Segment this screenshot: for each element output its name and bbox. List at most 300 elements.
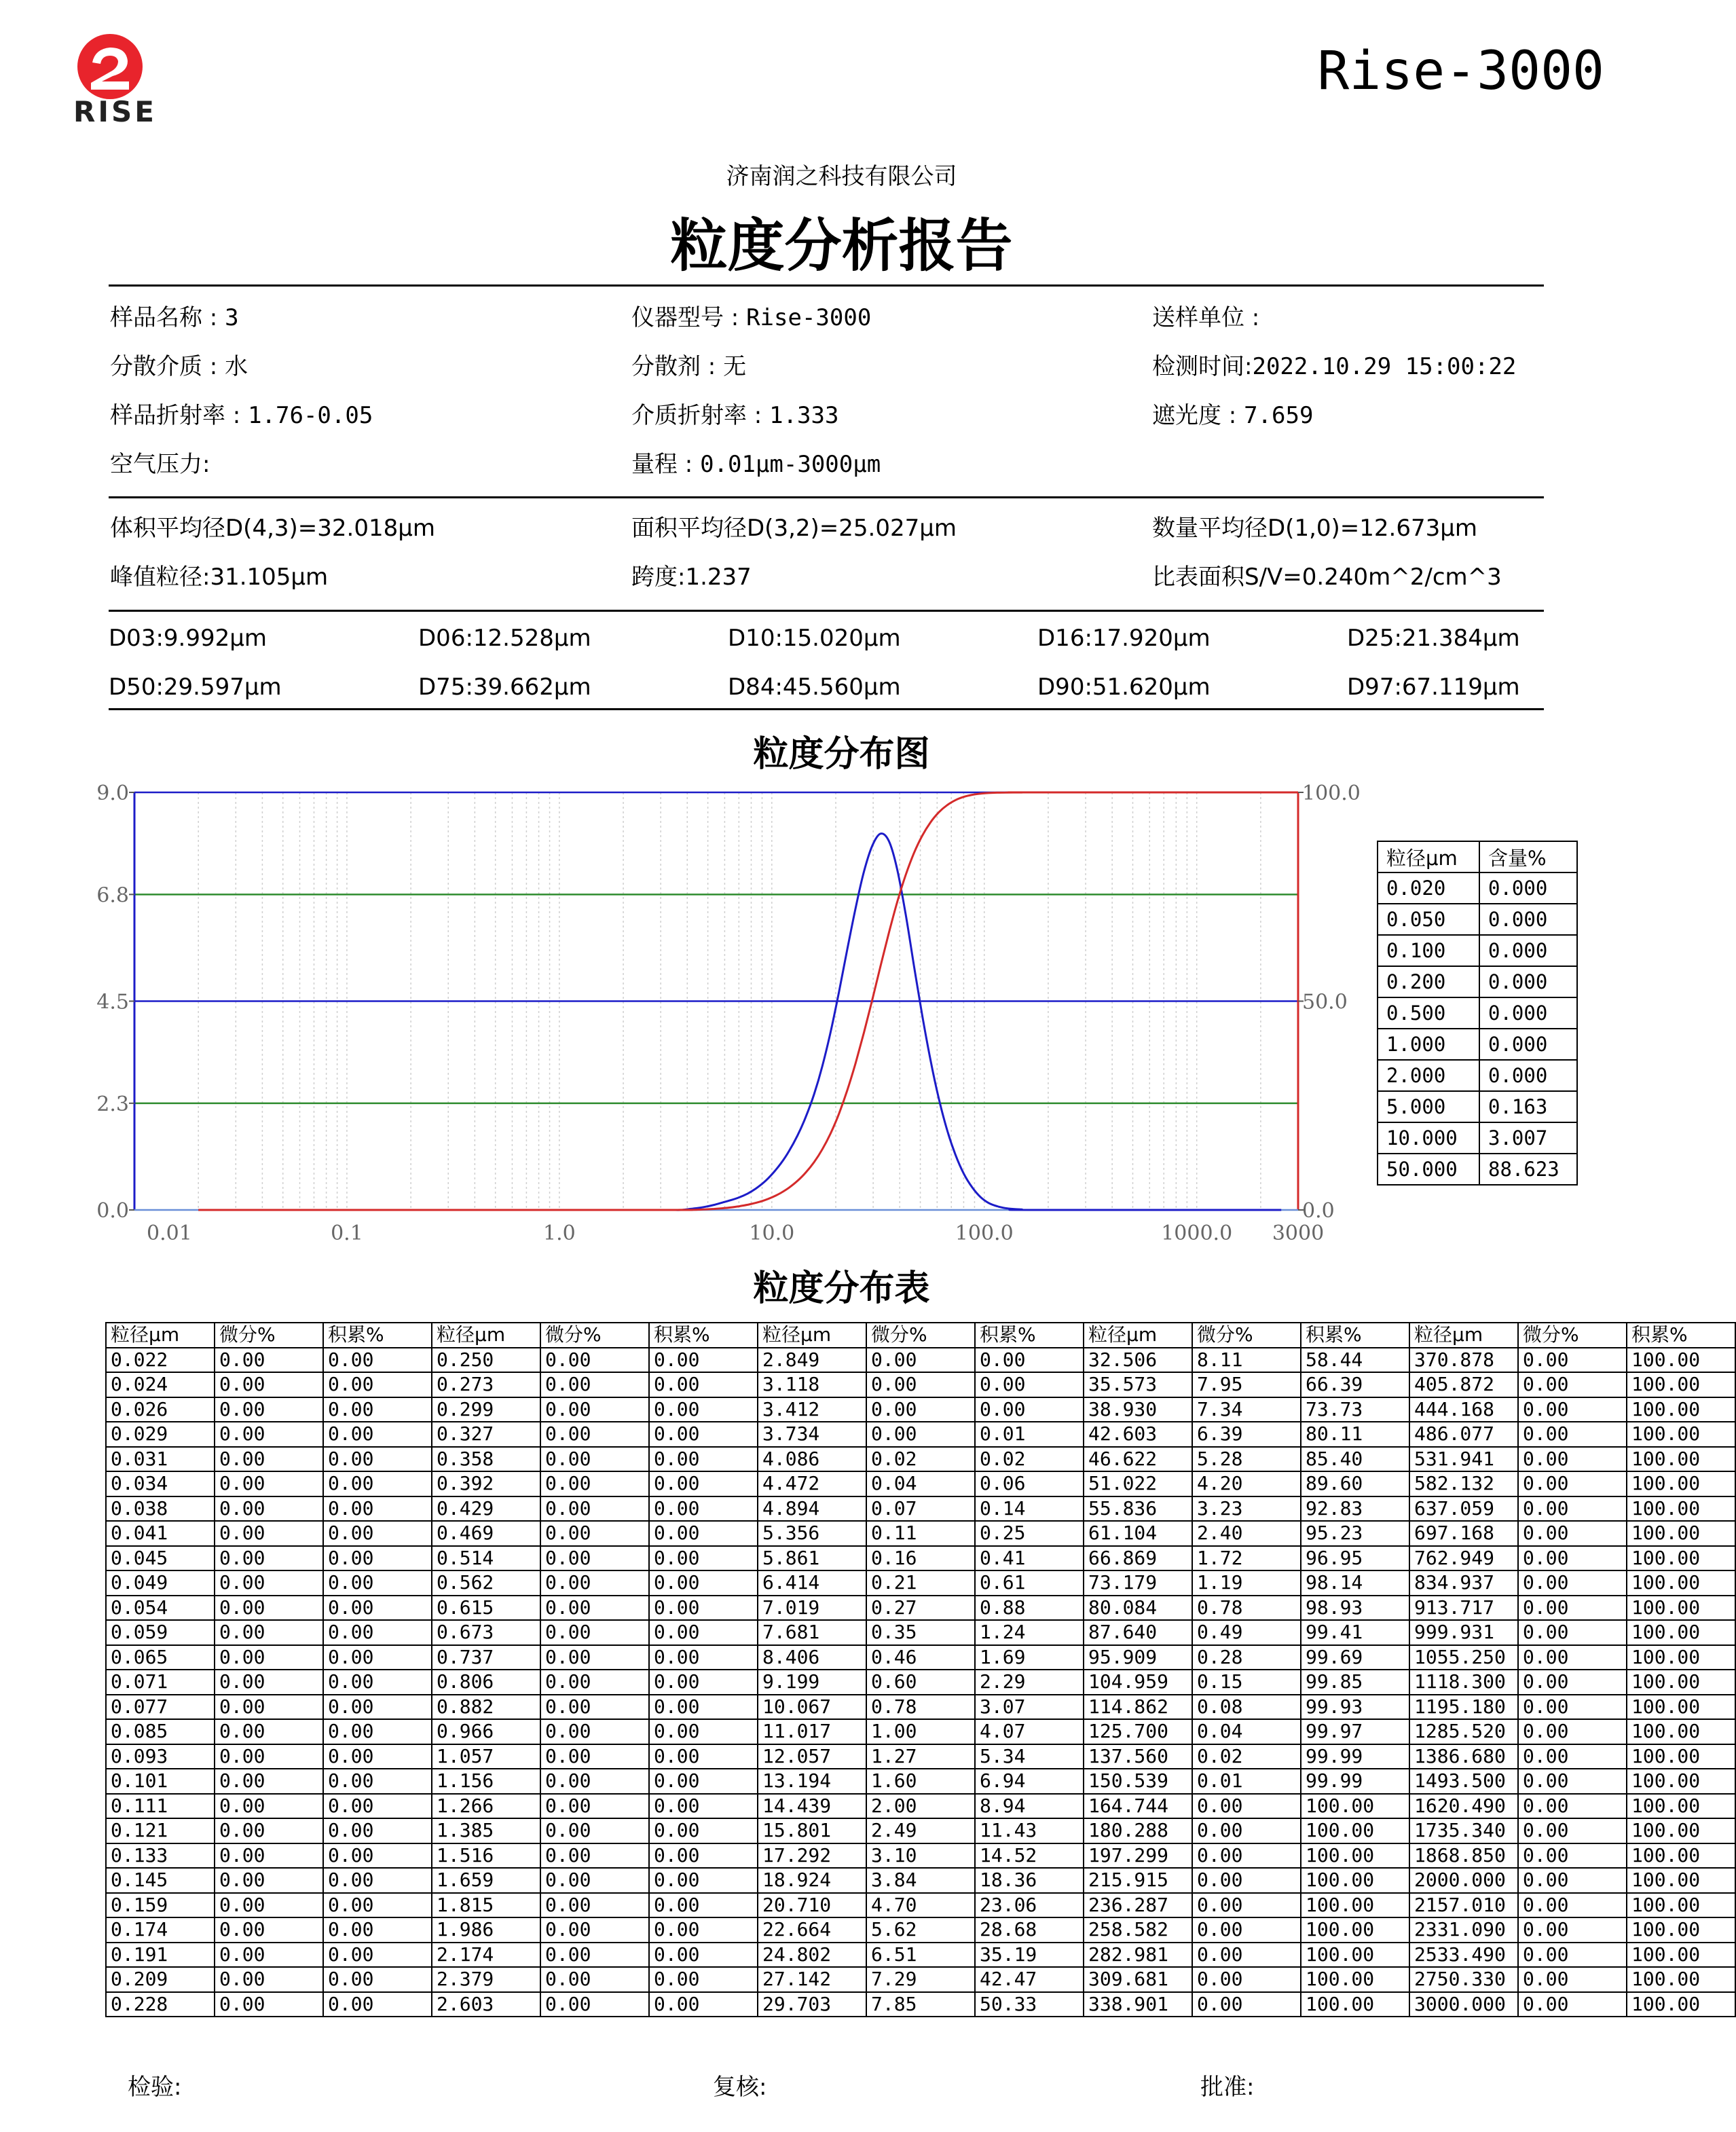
x-tick-label: 3000 xyxy=(1272,1221,1325,1245)
table-title: 粒度分布表 xyxy=(753,1268,930,1309)
table-cell: 0.35 xyxy=(866,1620,975,1645)
table-cell: 0.00 xyxy=(215,1695,323,1720)
table-cell: 0.00 xyxy=(649,1422,758,1447)
table-cell: 3.84 xyxy=(866,1868,975,1893)
table-cell: 100.00 xyxy=(1627,1546,1735,1571)
table-row xyxy=(1378,1091,1577,1122)
table-cell: 0.78 xyxy=(866,1695,975,1720)
table-cell: 3.118 xyxy=(758,1372,866,1397)
table-row xyxy=(106,1620,1735,1645)
table-cell: 5.34 xyxy=(975,1744,1084,1769)
table-cell: 0.00 xyxy=(649,1695,758,1720)
table-cell: 0.00 xyxy=(215,1422,323,1447)
table-cell: 0.00 xyxy=(540,1447,649,1472)
table-cell: 3.07 xyxy=(975,1695,1084,1720)
table-cell: 95.909 xyxy=(1084,1645,1192,1670)
table-cell: 4.20 xyxy=(1192,1471,1301,1496)
table-cell: 0.00 xyxy=(540,1769,649,1794)
table-cell: 4.086 xyxy=(758,1447,866,1472)
table-cell: 0.00 xyxy=(323,1992,432,2017)
obscuration-field: 遮光度 : 7.659 xyxy=(1152,402,1314,429)
table-cell: 35.573 xyxy=(1084,1372,1192,1397)
table-cell: 0.00 xyxy=(866,1348,975,1373)
table-cell: 28.68 xyxy=(975,1917,1084,1943)
table-cell: 32.506 xyxy=(1084,1348,1192,1373)
table-cell: 0.00 xyxy=(540,1372,649,1397)
table-cell: 0.00 xyxy=(1192,1818,1301,1843)
table-cell: 100.00 xyxy=(1627,1769,1735,1794)
table-row xyxy=(106,1917,1735,1943)
table-cell: 0.514 xyxy=(432,1546,540,1571)
table-cell: 0.00 xyxy=(540,1596,649,1621)
table-cell: 0.00 xyxy=(540,1471,649,1496)
table-cell: 0.00 xyxy=(323,1546,432,1571)
table-cell: 0.00 xyxy=(215,1917,323,1943)
table-cell: 0.00 xyxy=(323,1917,432,1943)
table-cell: 0.054 xyxy=(106,1596,215,1621)
table-cell: 0.163 xyxy=(1479,1091,1577,1122)
table-cell: 0.00 xyxy=(540,1794,649,1819)
table-cell: 100.00 xyxy=(1627,1348,1735,1373)
company-name: 济南润之科技有限公司 xyxy=(726,163,957,190)
divider xyxy=(109,708,1544,710)
column-header: 粒径μm xyxy=(1409,1323,1518,1348)
table-cell: 2.379 xyxy=(432,1967,540,1992)
column-header: 积累% xyxy=(323,1323,432,1348)
table-cell: 2331.090 xyxy=(1409,1917,1518,1943)
table-cell: 0.00 xyxy=(649,1348,758,1373)
table-cell: 0.01 xyxy=(975,1422,1084,1447)
area-mean-diameter: 面积平均径D(3,2)=25.027μm xyxy=(631,515,957,542)
instrument-field: 仪器型号 : Rise-3000 xyxy=(631,304,872,331)
table-cell: 0.191 xyxy=(106,1943,215,1968)
table-cell: 0.00 xyxy=(215,1843,323,1869)
table-cell: 0.08 xyxy=(1192,1695,1301,1720)
table-cell: 0.159 xyxy=(106,1893,215,1918)
table-cell: 1.266 xyxy=(432,1794,540,1819)
table-cell: 2.849 xyxy=(758,1348,866,1373)
table-row xyxy=(106,1645,1735,1670)
table-cell: 1.60 xyxy=(866,1769,975,1794)
table-cell: 0.000 xyxy=(1479,1060,1577,1091)
table-cell: 0.145 xyxy=(106,1868,215,1893)
table-cell: 0.00 xyxy=(649,1645,758,1670)
table-cell: 95.23 xyxy=(1301,1521,1409,1546)
table-cell: 4.472 xyxy=(758,1471,866,1496)
table-cell: 0.00 xyxy=(540,1496,649,1522)
table-header-row xyxy=(1378,841,1577,872)
table-row xyxy=(106,1943,1735,1968)
table-cell: 100.00 xyxy=(1627,1645,1735,1670)
table-cell: 3.412 xyxy=(758,1397,866,1422)
table-cell: 0.392 xyxy=(432,1471,540,1496)
table-cell: 100.00 xyxy=(1627,1372,1735,1397)
table-cell: 0.00 xyxy=(540,1546,649,1571)
table-cell: 0.00 xyxy=(540,1620,649,1645)
table-cell: 0.020 xyxy=(1378,872,1479,904)
table-cell: 0.00 xyxy=(540,1348,649,1373)
y-left-tick-label: 2.3 xyxy=(96,1092,129,1116)
table-cell: 0.11 xyxy=(866,1521,975,1546)
table-row xyxy=(106,1967,1735,1992)
table-cell: 100.00 xyxy=(1627,1794,1735,1819)
table-cell: 0.200 xyxy=(1378,966,1479,997)
table-cell: 7.85 xyxy=(866,1992,975,2017)
table-cell: 99.93 xyxy=(1301,1695,1409,1720)
table-cell: 100.00 xyxy=(1301,1992,1409,2017)
table-cell: 0.077 xyxy=(106,1695,215,1720)
table-cell: 100.00 xyxy=(1627,1596,1735,1621)
table-cell: 100.00 xyxy=(1301,1843,1409,1869)
table-cell: 0.00 xyxy=(323,1769,432,1794)
table-cell: 486.077 xyxy=(1409,1422,1518,1447)
table-cell: 1.057 xyxy=(432,1744,540,1769)
table-cell: 99.85 xyxy=(1301,1670,1409,1695)
table-cell: 0.00 xyxy=(215,1596,323,1621)
table-cell: 98.14 xyxy=(1301,1570,1409,1596)
volume-mean-diameter: 体积平均径D(4,3)=32.018μm xyxy=(110,515,435,542)
table-cell: 38.930 xyxy=(1084,1397,1192,1422)
x-tick-label: 1000.0 xyxy=(1161,1221,1233,1245)
table-cell: 99.69 xyxy=(1301,1645,1409,1670)
table-cell: 80.084 xyxy=(1084,1596,1192,1621)
table-cell: 0.00 xyxy=(540,1695,649,1720)
table-cell: 0.00 xyxy=(1518,1868,1627,1893)
table-cell: 5.28 xyxy=(1192,1447,1301,1472)
number-mean-diameter: 数量平均径D(1,0)=12.673μm xyxy=(1152,515,1477,542)
table-cell: 3000.000 xyxy=(1409,1992,1518,2017)
table-cell: 23.06 xyxy=(975,1893,1084,1918)
table-cell: 0.00 xyxy=(1518,1372,1627,1397)
table-cell: 10.000 xyxy=(1378,1122,1479,1154)
table-cell: 0.00 xyxy=(323,1719,432,1744)
table-cell: 51.022 xyxy=(1084,1471,1192,1496)
table-cell: 0.00 xyxy=(323,1744,432,1769)
table-cell: 0.21 xyxy=(866,1570,975,1596)
table-cell: 0.00 xyxy=(1518,1471,1627,1496)
table-cell: 0.00 xyxy=(649,1471,758,1496)
table-cell: 0.000 xyxy=(1479,966,1577,997)
table-cell: 8.94 xyxy=(975,1794,1084,1819)
table-cell: 100.00 xyxy=(1627,1695,1735,1720)
distribution-table xyxy=(105,1322,1736,2017)
table-cell: 0.00 xyxy=(1518,1570,1627,1596)
table-cell: 100.00 xyxy=(1627,1471,1735,1496)
table-cell: 0.00 xyxy=(540,1943,649,1968)
table-cell: 0.00 xyxy=(1518,1670,1627,1695)
table-row xyxy=(106,1818,1735,1843)
table-cell: 0.00 xyxy=(323,1818,432,1843)
table-cell: 197.299 xyxy=(1084,1843,1192,1869)
divider xyxy=(109,284,1544,287)
table-cell: 0.00 xyxy=(975,1348,1084,1373)
table-cell: 24.802 xyxy=(758,1943,866,1968)
table-cell: 0.00 xyxy=(323,1843,432,1869)
table-cell: 0.00 xyxy=(1192,1843,1301,1869)
y-left-tick-label: 9.0 xyxy=(96,782,129,805)
table-cell: 2.00 xyxy=(866,1794,975,1819)
report-title: 粒度分析报告 xyxy=(670,213,1013,279)
table-cell: 215.915 xyxy=(1084,1868,1192,1893)
table-cell: 42.603 xyxy=(1084,1422,1192,1447)
specific-surface-area: 比表面积S/V=0.240m^2/cm^3 xyxy=(1152,564,1502,591)
table-cell: 1.659 xyxy=(432,1868,540,1893)
table-cell: 0.250 xyxy=(432,1348,540,1373)
table-cell: 2157.010 xyxy=(1409,1893,1518,1918)
key-sizes-table xyxy=(1377,841,1578,1186)
table-cell: 0.02 xyxy=(1192,1744,1301,1769)
table-header-row xyxy=(106,1323,1735,1348)
table-cell: 0.050 xyxy=(1378,904,1479,935)
table-cell: 3.007 xyxy=(1479,1122,1577,1154)
table-cell: 0.00 xyxy=(649,1843,758,1869)
table-cell: 2750.330 xyxy=(1409,1967,1518,1992)
table-cell: 0.737 xyxy=(432,1645,540,1670)
table-cell: 85.40 xyxy=(1301,1447,1409,1472)
table-cell: 0.00 xyxy=(540,1570,649,1596)
table-cell: 0.029 xyxy=(106,1422,215,1447)
table-cell: 100.00 xyxy=(1627,1967,1735,1992)
table-cell: 0.00 xyxy=(323,1496,432,1522)
table-row xyxy=(106,1695,1735,1720)
table-cell: 913.717 xyxy=(1409,1596,1518,1621)
table-cell: 27.142 xyxy=(758,1967,866,1992)
table-cell: 100.00 xyxy=(1627,1447,1735,1472)
table-cell: 1868.850 xyxy=(1409,1843,1518,1869)
table-cell: 2.49 xyxy=(866,1818,975,1843)
table-cell: 0.00 xyxy=(1518,1967,1627,1992)
table-row xyxy=(1378,935,1577,966)
table-cell: 0.04 xyxy=(866,1471,975,1496)
table-cell: 80.11 xyxy=(1301,1422,1409,1447)
chart-title: 粒度分布图 xyxy=(753,734,930,775)
table-cell: 0.00 xyxy=(1518,1695,1627,1720)
table-cell: 0.00 xyxy=(649,1719,758,1744)
table-cell: 0.000 xyxy=(1479,935,1577,966)
table-cell: 0.00 xyxy=(649,1570,758,1596)
table-row xyxy=(1378,1060,1577,1091)
table-cell: 100.00 xyxy=(1627,1744,1735,1769)
table-cell: 0.429 xyxy=(432,1496,540,1522)
table-cell: 7.019 xyxy=(758,1596,866,1621)
table-cell: 0.00 xyxy=(323,1521,432,1546)
table-cell: 0.00 xyxy=(1192,1917,1301,1943)
column-header: 粒径μm xyxy=(432,1323,540,1348)
column-header: 积累% xyxy=(1301,1323,1409,1348)
table-cell: 0.133 xyxy=(106,1843,215,1869)
column-header: 微分% xyxy=(215,1323,323,1348)
table-cell: 0.00 xyxy=(323,1893,432,1918)
table-cell: 150.539 xyxy=(1084,1769,1192,1794)
column-header: 积累% xyxy=(1627,1323,1735,1348)
table-cell: 9.199 xyxy=(758,1670,866,1695)
table-cell: 6.51 xyxy=(866,1943,975,1968)
table-cell: 0.00 xyxy=(1518,1521,1627,1546)
table-cell: 0.00 xyxy=(540,1521,649,1546)
table-cell: 164.744 xyxy=(1084,1794,1192,1819)
table-cell: 11.017 xyxy=(758,1719,866,1744)
table-cell: 0.00 xyxy=(649,1943,758,1968)
table-row xyxy=(106,1496,1735,1522)
table-cell: 100.00 xyxy=(1627,1943,1735,1968)
test-time-field: 检测时间:2022.10.29 15:00:22 xyxy=(1152,353,1517,380)
table-cell: 6.414 xyxy=(758,1570,866,1596)
table-cell: 0.00 xyxy=(215,1496,323,1522)
table-cell: 1118.300 xyxy=(1409,1670,1518,1695)
column-header: 粒径μm xyxy=(758,1323,866,1348)
table-cell: 0.00 xyxy=(323,1670,432,1695)
table-cell: 0.031 xyxy=(106,1447,215,1472)
table-cell: 0.00 xyxy=(866,1397,975,1422)
y-right-tick-label: 50.0 xyxy=(1302,990,1348,1014)
table-cell: 0.00 xyxy=(215,1471,323,1496)
table-row xyxy=(106,1521,1735,1546)
table-cell: 0.46 xyxy=(866,1645,975,1670)
percentile-d50: D50:29.597μm xyxy=(109,674,282,701)
percentile-d06: D06:12.528μm xyxy=(418,625,591,652)
table-cell: 98.93 xyxy=(1301,1596,1409,1621)
table-cell: 0.00 xyxy=(1518,1620,1627,1645)
table-cell: 0.00 xyxy=(323,1447,432,1472)
table-cell: 114.862 xyxy=(1084,1695,1192,1720)
table-cell: 1055.250 xyxy=(1409,1645,1518,1670)
table-row xyxy=(106,1893,1735,1918)
table-cell: 2000.000 xyxy=(1409,1868,1518,1893)
table-cell: 18.924 xyxy=(758,1868,866,1893)
table-cell: 17.292 xyxy=(758,1843,866,1869)
table-cell: 0.00 xyxy=(1518,1943,1627,1968)
table-cell: 444.168 xyxy=(1409,1397,1518,1422)
table-cell: 0.00 xyxy=(215,1794,323,1819)
table-cell: 0.27 xyxy=(866,1596,975,1621)
inspector-signature-label: 检验: xyxy=(128,2074,182,2101)
table-row xyxy=(106,1447,1735,1472)
table-cell: 0.00 xyxy=(215,1570,323,1596)
column-header: 微分% xyxy=(1192,1323,1301,1348)
table-cell: 0.00 xyxy=(323,1794,432,1819)
table-cell: 0.00 xyxy=(540,1843,649,1869)
column-header: 粒径μm xyxy=(1084,1323,1192,1348)
table-cell: 2.603 xyxy=(432,1992,540,2017)
table-cell: 0.085 xyxy=(106,1719,215,1744)
table-cell: 1735.340 xyxy=(1409,1818,1518,1843)
table-cell: 1.986 xyxy=(432,1917,540,1943)
table-cell: 89.60 xyxy=(1301,1471,1409,1496)
table-cell: 0.00 xyxy=(540,1992,649,2017)
table-cell: 0.121 xyxy=(106,1818,215,1843)
table-cell: 0.00 xyxy=(215,1620,323,1645)
table-cell: 0.00 xyxy=(540,1917,649,1943)
table-cell: 0.00 xyxy=(323,1348,432,1373)
table-cell: 0.00 xyxy=(649,1521,758,1546)
table-cell: 0.04 xyxy=(1192,1719,1301,1744)
table-cell: 2.174 xyxy=(432,1943,540,1968)
table-cell: 0.00 xyxy=(540,1818,649,1843)
table-cell: 100.00 xyxy=(1627,1992,1735,2017)
table-cell: 0.00 xyxy=(215,1967,323,1992)
table-cell: 99.41 xyxy=(1301,1620,1409,1645)
table-cell: 29.703 xyxy=(758,1992,866,2017)
table-cell: 0.00 xyxy=(540,1893,649,1918)
table-cell: 100.00 xyxy=(1627,1893,1735,1918)
table-cell: 0.024 xyxy=(106,1372,215,1397)
table-cell: 14.52 xyxy=(975,1843,1084,1869)
table-cell: 0.111 xyxy=(106,1794,215,1819)
table-cell: 100.00 xyxy=(1301,1794,1409,1819)
model-title: Rise-3000 xyxy=(1317,41,1604,102)
table-cell: 0.00 xyxy=(649,1546,758,1571)
table-cell: 0.00 xyxy=(215,1447,323,1472)
table-cell: 0.562 xyxy=(432,1570,540,1596)
span-value: 跨度:1.237 xyxy=(631,564,752,591)
table-cell: 0.00 xyxy=(323,1620,432,1645)
table-cell: 18.36 xyxy=(975,1868,1084,1893)
table-cell: 87.640 xyxy=(1084,1620,1192,1645)
table-cell: 8.11 xyxy=(1192,1348,1301,1373)
table-cell: 0.022 xyxy=(106,1348,215,1373)
table-cell: 0.00 xyxy=(1518,1719,1627,1744)
table-cell: 1386.680 xyxy=(1409,1744,1518,1769)
table-cell: 0.00 xyxy=(323,1645,432,1670)
table-cell: 0.209 xyxy=(106,1967,215,1992)
table-cell: 0.00 xyxy=(649,1868,758,1893)
table-cell: 0.00 xyxy=(649,1397,758,1422)
table-cell: 1.000 xyxy=(1378,1029,1479,1060)
table-cell: 1.00 xyxy=(866,1719,975,1744)
table-cell: 0.00 xyxy=(649,1496,758,1522)
table-cell: 0.00 xyxy=(1518,1348,1627,1373)
table-cell: 125.700 xyxy=(1084,1719,1192,1744)
table-cell: 4.07 xyxy=(975,1719,1084,1744)
table-cell: 0.00 xyxy=(1518,1645,1627,1670)
differential-line xyxy=(198,834,1281,1210)
y-right-tick-label: 0.0 xyxy=(1302,1199,1335,1223)
table-cell: 1.19 xyxy=(1192,1570,1301,1596)
table-cell: 637.059 xyxy=(1409,1496,1518,1522)
table-cell: 0.00 xyxy=(215,1769,323,1794)
table-cell: 0.00 xyxy=(649,1596,758,1621)
table-cell: 1620.490 xyxy=(1409,1794,1518,1819)
table-cell: 834.937 xyxy=(1409,1570,1518,1596)
table-cell: 0.00 xyxy=(215,1372,323,1397)
percentile-d10: D10:15.020μm xyxy=(728,625,901,652)
table-cell: 7.95 xyxy=(1192,1372,1301,1397)
table-cell: 0.00 xyxy=(215,1744,323,1769)
table-cell: 0.00 xyxy=(323,1471,432,1496)
table-cell: 100.00 xyxy=(1627,1719,1735,1744)
table-cell: 100.00 xyxy=(1627,1818,1735,1843)
x-tick-label: 0.1 xyxy=(331,1221,363,1245)
percentile-d84: D84:45.560μm xyxy=(728,674,901,701)
table-cell: 0.071 xyxy=(106,1670,215,1695)
table-cell: 7.29 xyxy=(866,1967,975,1992)
table-cell: 0.00 xyxy=(1518,1992,1627,2017)
column-header: 积累% xyxy=(975,1323,1084,1348)
table-row xyxy=(106,1397,1735,1422)
table-cell: 0.00 xyxy=(215,1719,323,1744)
table-cell: 3.10 xyxy=(866,1843,975,1869)
table-cell: 236.287 xyxy=(1084,1893,1192,1918)
table-cell: 762.949 xyxy=(1409,1546,1518,1571)
sample-ri-field: 样品折射率 : 1.76-0.05 xyxy=(110,402,373,429)
table-cell: 0.78 xyxy=(1192,1596,1301,1621)
table-cell: 92.83 xyxy=(1301,1496,1409,1522)
table-cell: 100.00 xyxy=(1627,1570,1735,1596)
table-cell: 5.861 xyxy=(758,1546,866,1571)
table-cell: 0.038 xyxy=(106,1496,215,1522)
table-cell: 0.00 xyxy=(1518,1917,1627,1943)
table-cell: 99.99 xyxy=(1301,1769,1409,1794)
